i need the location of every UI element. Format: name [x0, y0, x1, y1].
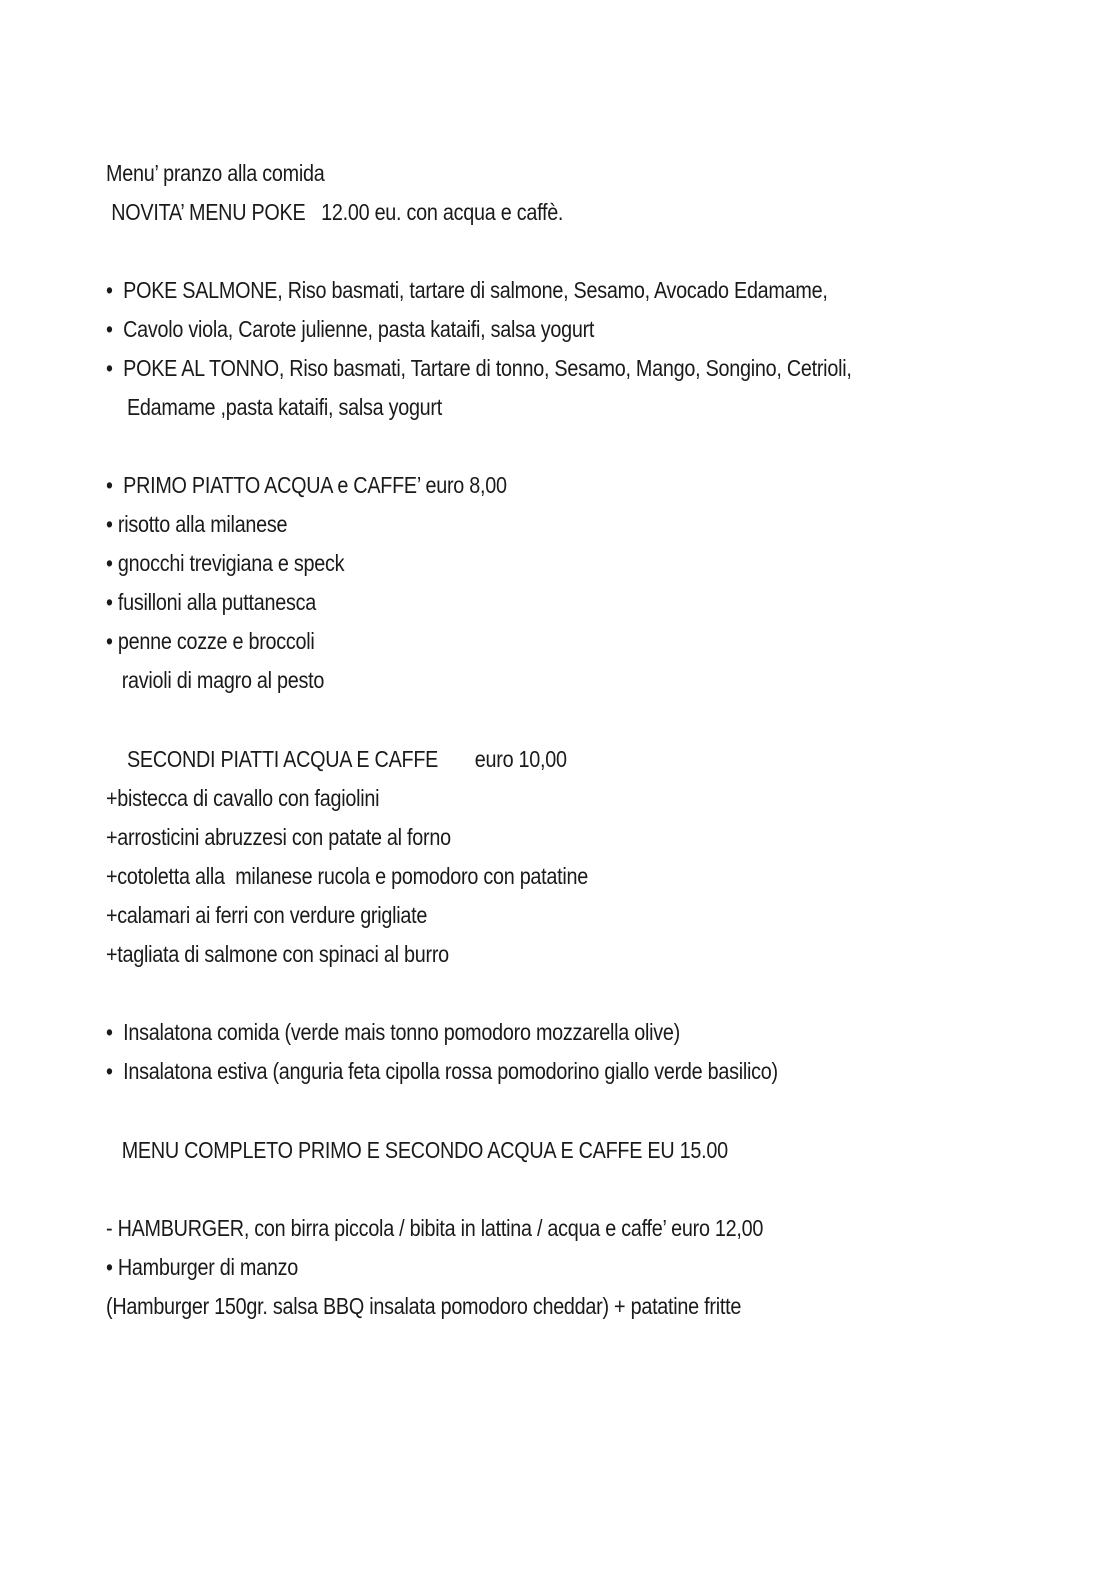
- hamburger-header: - HAMBURGER, con birra piccola / bibita in lattina / acqua e caffe’ euro 12,00: [106, 1215, 764, 1241]
- poke-header: NOVITA’ MENU POKE 12.00 eu. con acqua e caffè.: [106, 199, 564, 225]
- primi-item: ravioli di magro al pesto: [106, 667, 325, 693]
- primi-header: • PRIMO PIATTO ACQUA e CAFFE’ euro 8,00: [106, 472, 507, 498]
- secondi-item: +cotoletta alla milanese rucola e pomodoro con patatine: [106, 863, 589, 889]
- primi-item: • gnocchi trevigiana e speck: [106, 550, 345, 576]
- poke-item: • POKE SALMONE, Riso basmati, tartare di salmone, Sesamo, Avocado Edamame,: [106, 277, 828, 303]
- completo-header: MENU COMPLETO PRIMO E SECONDO ACQUA E CAFFE EU 15.00: [106, 1137, 728, 1163]
- poke-item: Edamame ,pasta kataifi, salsa yogurt: [106, 394, 443, 420]
- insalata-item: • Insalatona estiva (anguria feta cipolla rossa pomodorino giallo verde basilico): [106, 1058, 778, 1084]
- secondi-item: +arrosticini abruzzesi con patate al forno: [106, 824, 451, 850]
- hamburger-item: • Hamburger di manzo: [106, 1254, 298, 1280]
- primi-item: • penne cozze e broccoli: [106, 628, 315, 654]
- secondi-item: +tagliata di salmone con spinaci al burro: [106, 941, 449, 967]
- secondi-header: SECONDI PIATTI ACQUA E CAFFE euro 10,00: [106, 746, 567, 772]
- poke-item: • POKE AL TONNO, Riso basmati, Tartare di tonno, Sesamo, Mango, Songino, Cetrioli,: [106, 355, 852, 381]
- secondi-item: +bistecca di cavallo con fagiolini: [106, 785, 380, 811]
- poke-item: • Cavolo viola, Carote julienne, pasta kataifi, salsa yogurt: [106, 316, 595, 342]
- menu-title: Menu’ pranzo alla comida: [106, 160, 325, 186]
- secondi-item: +calamari ai ferri con verdure grigliate: [106, 902, 428, 928]
- hamburger-item: (Hamburger 150gr. salsa BBQ insalata pomodoro cheddar) + patatine fritte: [106, 1293, 742, 1319]
- insalata-item: • Insalatona comida (verde mais tonno pomodoro mozzarella olive): [106, 1019, 680, 1045]
- primi-item: • risotto alla milanese: [106, 511, 288, 537]
- primi-item: • fusilloni alla puttanesca: [106, 589, 316, 615]
